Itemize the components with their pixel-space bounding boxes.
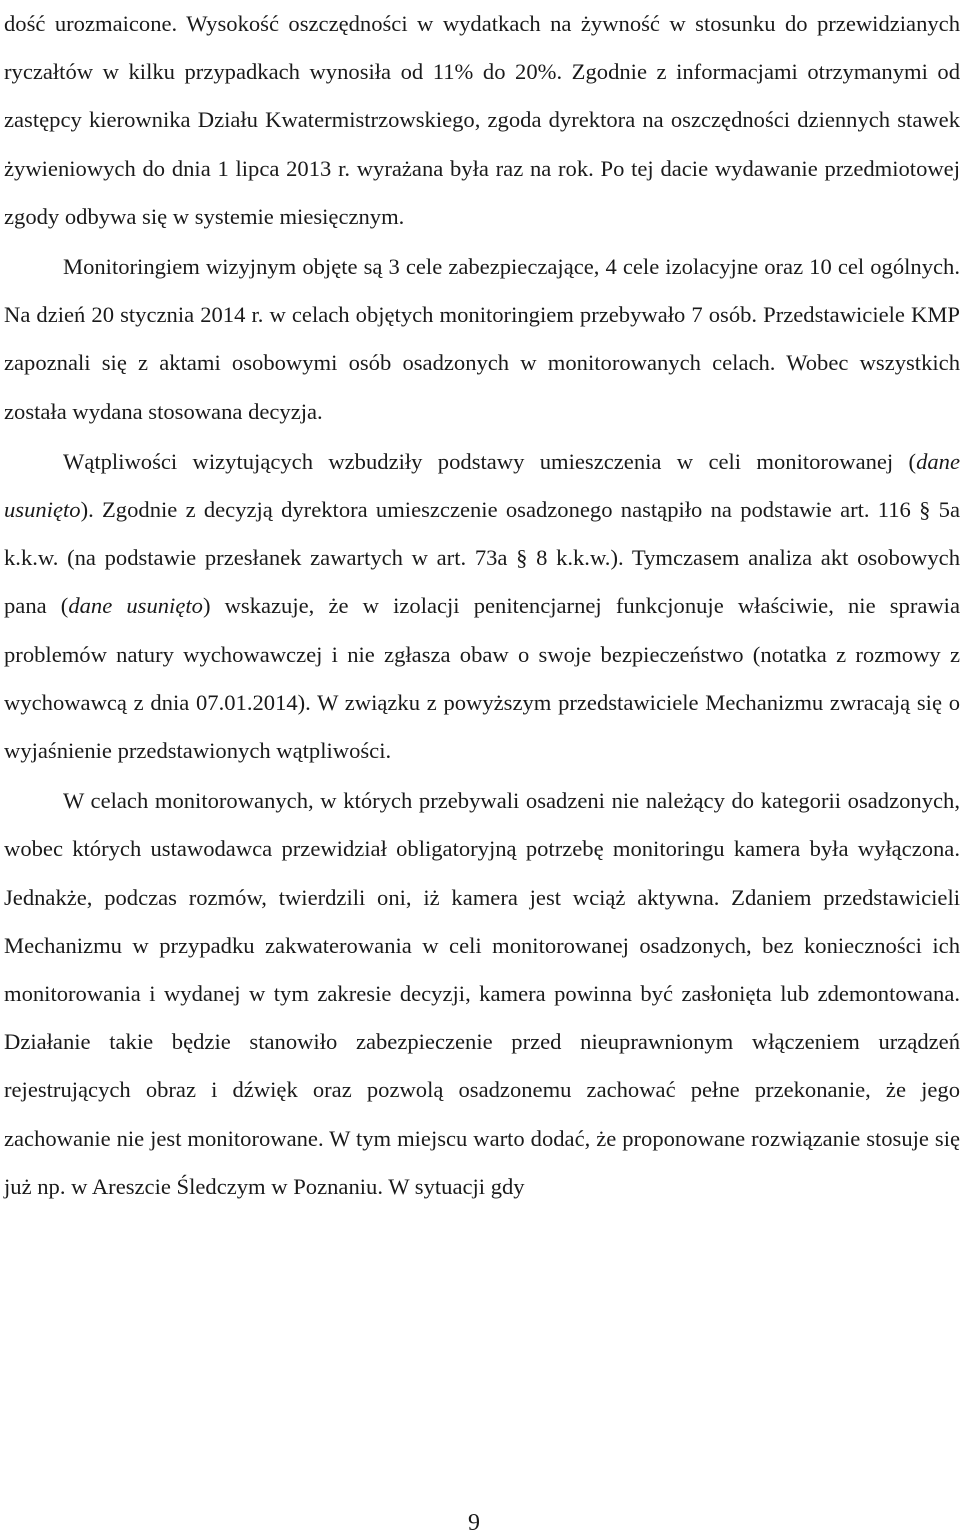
paragraph-4-text: W celach monitorowanych, w których przebywali osadzeni nie należący do kategorii osadzonych, wobec których ustawodawca przewidział obligatoryjną potrzebę monitoringu kamera była wyłączona. Jednakże, podczas rozmów, twierdzili oni, iż kamera jest wciąż aktywna. Zdaniem przedstawicieli Mechanizmu w przypadku zakwaterowania w celi monitorowanej osadzonych, bez konieczności ich monitorowania i wydanej w tym zakresie decyzji, kamera powinna być zasłonięta lub zdemontowana. Działanie takie będzie stanowiło zabezpieczenie przed nieuprawnionym włączeniem urządzeń rejestrujących obraz i dźwięk oraz pozwolą osadzonemu zachować pełne przekonanie, że jego zachowanie nie jest monitorowane. W tym miejscu warto dodać, że proponowane rozwiązanie stosuje się już np. w Areszcie Śledczym w Poznaniu. W sytuacji gdy (4, 788, 960, 1199)
paragraph-3 (4, 438, 960, 775)
paragraph-3-text-b: ). Zgodnie z decyzją dyrektora umieszczenie osadzonego nastąpiło na podstawie art. 116 § 5a k.k.w. (na podstawie przesłanek zawartych w art. 73a § 8 k.k.w.). Tymczasem analiza akt osobowych pana ( (4, 497, 960, 619)
page-number: 9 (468, 1510, 480, 1536)
paragraph-3-text-a: Wątpliwości wizytujących wzbudziły podstawy umieszczenia w celi monitorowanej ( (63, 448, 917, 474)
paragraph-3-text-c: ) wskazuje, że w izolacji penitencjarnej funkcjonuje właściwie, nie sprawia problemów natury wychowawczej i nie zgłasza obaw o swoje bezpieczeństwo (notatka z rozmowy z wychowawcą z dnia 07.01.2014). W związku z powyższym przedstawiciele Mechanizmu zwracają się o wyjaśnienie przedstawionych wątpliwości. (4, 593, 960, 764)
redaction-note: dane usunięto (4, 448, 960, 523)
paragraph-2 (4, 243, 960, 436)
paragraph-1-text: dość urozmaicone. Wysokość oszczędności w wydatkach na żywność w stosunku do przewidzianych ryczałtów w kilku przypadkach wynosiła od 11% do 20%. Zgodnie z informacjami otrzymanymi od zastępcy kierownika Działu Kwatermistrzowskiego, zgoda dyrektora na oszczędności dziennych stawek żywieniowych do dnia 1 lipca 2013 r. wyrażana była raz na rok. Po tej dacie wydawanie przedmiotowej zgody odbywa się w systemie miesięcznym. (4, 11, 960, 229)
paragraph-4 (4, 777, 960, 1211)
document-body (4, 0, 960, 1211)
paragraph-1 (4, 0, 960, 241)
paragraph-2-text: Monitoringiem wizyjnym objęte są 3 cele zabezpieczające, 4 cele izolacyjne oraz 10 cel ogólnych. Na dzień 20 stycznia 2014 r. w celach objętych monitoringiem przebywało 7 osób. Przedstawiciele KMP zapoznali się z aktami osobowymi osób osadzonych w monitorowanych celach. Wobec wszystkich została wydana stosowana decyzja. (4, 254, 960, 424)
redaction-note: dane usunięto (68, 593, 203, 619)
